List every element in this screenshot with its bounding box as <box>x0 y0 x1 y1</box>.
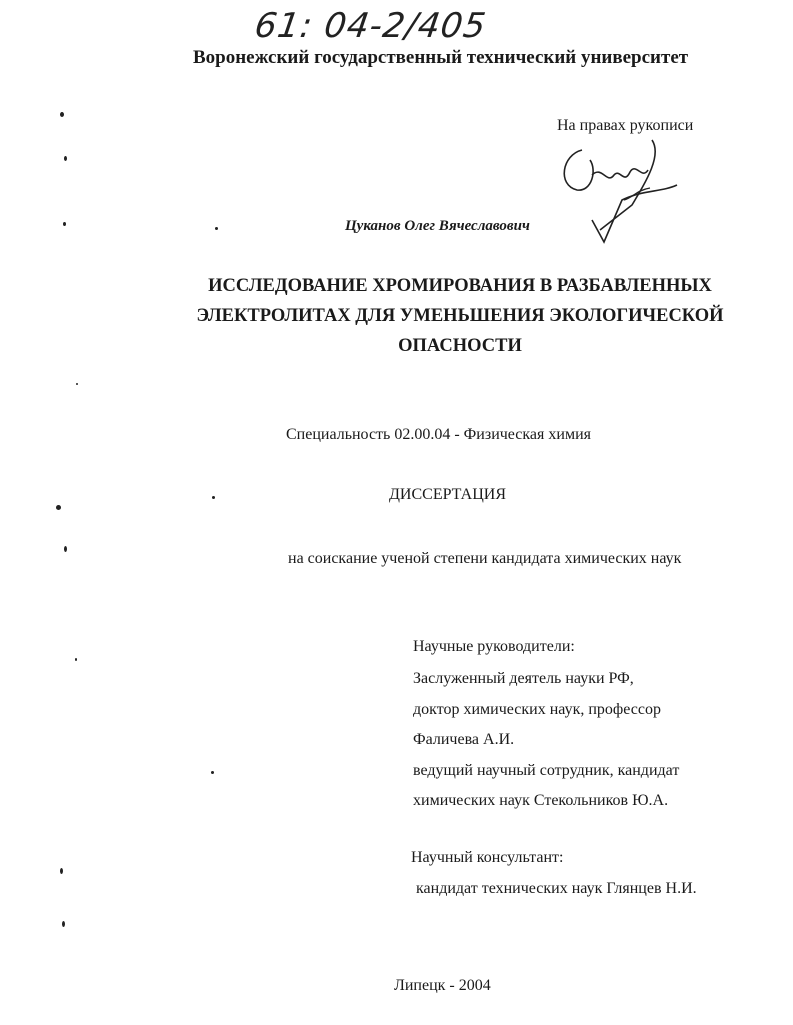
scan-speck <box>62 921 65 927</box>
scan-speck <box>60 112 64 117</box>
scan-speck <box>212 496 215 499</box>
specialty-line: Специальность 02.00.04 - Физическая химия <box>286 426 591 443</box>
advisor-line: Фаличева А.И. <box>413 731 515 748</box>
title-line: ЭЛЕКТРОЛИТАХ ДЛЯ УМЕНЬШЕНИЯ ЭКОЛОГИЧЕСКОЙ <box>196 306 724 326</box>
document-type: ДИССЕРТАЦИЯ <box>389 486 506 503</box>
degree-line: на соискание ученой степени кандидата химических наук <box>288 550 682 567</box>
scan-speck <box>64 546 67 552</box>
scan-speck <box>215 227 218 230</box>
scan-speck <box>64 156 67 161</box>
advisor-line: доктор химических наук, профессор <box>413 701 661 718</box>
city-year: Липецк - 2004 <box>394 977 491 994</box>
advisor-line: ведущий научный сотрудник, кандидат <box>413 762 680 779</box>
dissertation-title <box>0 271 793 361</box>
consultant-line: кандидат технических наук Глянцев Н.И. <box>416 880 697 897</box>
scan-speck <box>56 505 61 510</box>
advisor-line: химических наук Стекольников Ю.А. <box>413 792 669 809</box>
title-line: ОПАСНОСТИ <box>398 336 522 356</box>
scan-speck <box>76 383 78 385</box>
advisor-line: Заслуженный деятель науки РФ, <box>413 670 634 687</box>
consultant-heading: Научный консультант: <box>411 849 564 866</box>
author-name: Цуканов Олег Вячеславович <box>345 218 530 234</box>
advisors-heading: Научные руководители: <box>413 638 575 655</box>
manuscript-rights-note: На правах рукописи <box>557 117 694 134</box>
scan-speck <box>75 658 77 661</box>
library-shelf-mark: 61: 04-2/405 <box>252 6 489 46</box>
scan-speck <box>60 868 63 874</box>
institution-name: Воронежский государственный технический университет <box>193 47 689 68</box>
scan-speck <box>211 771 214 774</box>
scan-speck <box>63 222 66 226</box>
author-signature <box>552 130 682 245</box>
title-line: ИССЛЕДОВАНИЕ ХРОМИРОВАНИЯ В РАЗБАВЛЕННЫХ <box>208 276 712 296</box>
